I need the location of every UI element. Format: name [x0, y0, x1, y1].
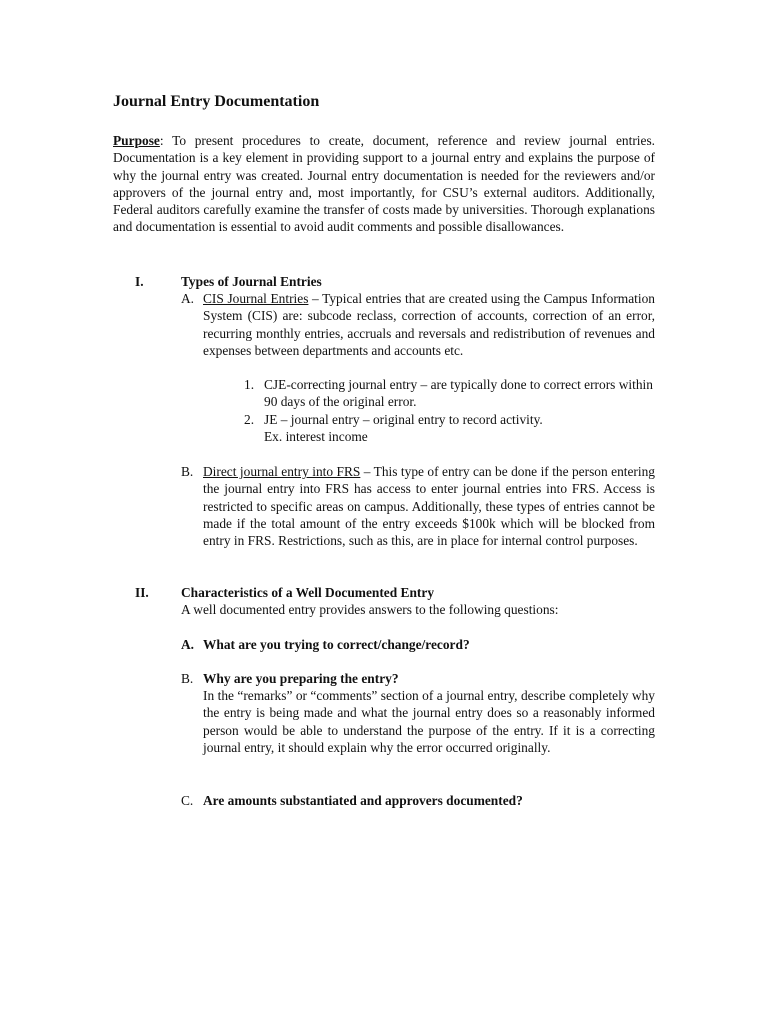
cis-journal-entries-text: – Typical entries that are created using the Campus Information System (CIS) are: subcode reclass, correction of accounts, correction of an error, recurring monthly entries, accruals and reversals and redistribution of revenues and expenses between departments and accounts etc.: [203, 291, 655, 358]
section-2-item-b-letter: B.: [181, 671, 194, 686]
purpose-paragraph: [113, 132, 655, 236]
section-2-item-b-question: Why are you preparing the entry?: [203, 671, 399, 686]
cis-journal-entries-title: CIS Journal Entries: [203, 291, 309, 306]
section-2-numeral: II.: [135, 585, 149, 600]
subitem-2-example: Ex. interest income: [264, 429, 368, 444]
subitem-1-number: 1.: [244, 377, 255, 392]
section-1-item-a-letter: A.: [181, 291, 195, 306]
section-1-heading: Types of Journal Entries: [181, 274, 322, 289]
subitem-1-text: CJE-correcting journal entry – are typically done to correct errors within 90 days of the original error.: [264, 377, 653, 410]
section-2-intro: A well documented entry provides answers to the following questions:: [181, 602, 559, 617]
section-2-item-b-text: In the “remarks” or “comments” section of a journal entry, describe completely why the entry is being made and what the journal entry does so a reasonably informed person would be able to understand the purpose of the entry. If it is a correcting journal entry, it should explain why the error occurred originally.: [203, 688, 655, 755]
subitem-2-text: JE – journal entry – original entry to record activity.: [264, 412, 543, 427]
section-2-item-a-question: What are you trying to correct/change/record?: [203, 637, 470, 652]
section-1-item-b-letter: B.: [181, 464, 194, 479]
section-1-item-b-paragraph: [203, 463, 655, 549]
subitem-2-number: 2.: [244, 412, 255, 427]
section-2-item-a-letter: A.: [181, 637, 195, 652]
section-1-numeral: I.: [135, 274, 144, 289]
section-2-item-c-letter: C.: [181, 793, 194, 808]
purpose-label: Purpose: [113, 133, 160, 148]
purpose-text: : To present procedures to create, document, reference and review journal entries. Documentation is a key element in providing support to a journal entry and explains the purpose of why the journal entry was created. Journal entry documentation is needed for the reviewers and/or approvers of the journal entry and, most importantly, for CSU’s external auditors. Additionally, Federal auditors carefully examine the transfer of costs made by universities. Thorough explanations and documentation is essential to avoid audit comments and possible disallowances.: [113, 133, 655, 235]
section-2-heading: Characteristics of a Well Documented Entry: [181, 585, 435, 600]
direct-journal-entry-title: Direct journal entry into FRS: [203, 464, 361, 479]
section-1-item-a-paragraph: [203, 290, 655, 359]
direct-journal-entry-text: – This type of entry can be done if the person entering the journal entry into FRS has access to enter journal entries into FRS. Access is restricted to specific areas on campus. Additionally, these types of entries cannot be made if the total amount of the entry exceeds $100k which will be blocked from entry in FRS. Restrictions, such as this, are in place for internal control purposes.: [203, 464, 656, 549]
section-2-item-c-question: Are amounts substantiated and approvers documented?: [203, 793, 523, 808]
document-title: Journal Entry Documentation: [113, 93, 320, 110]
